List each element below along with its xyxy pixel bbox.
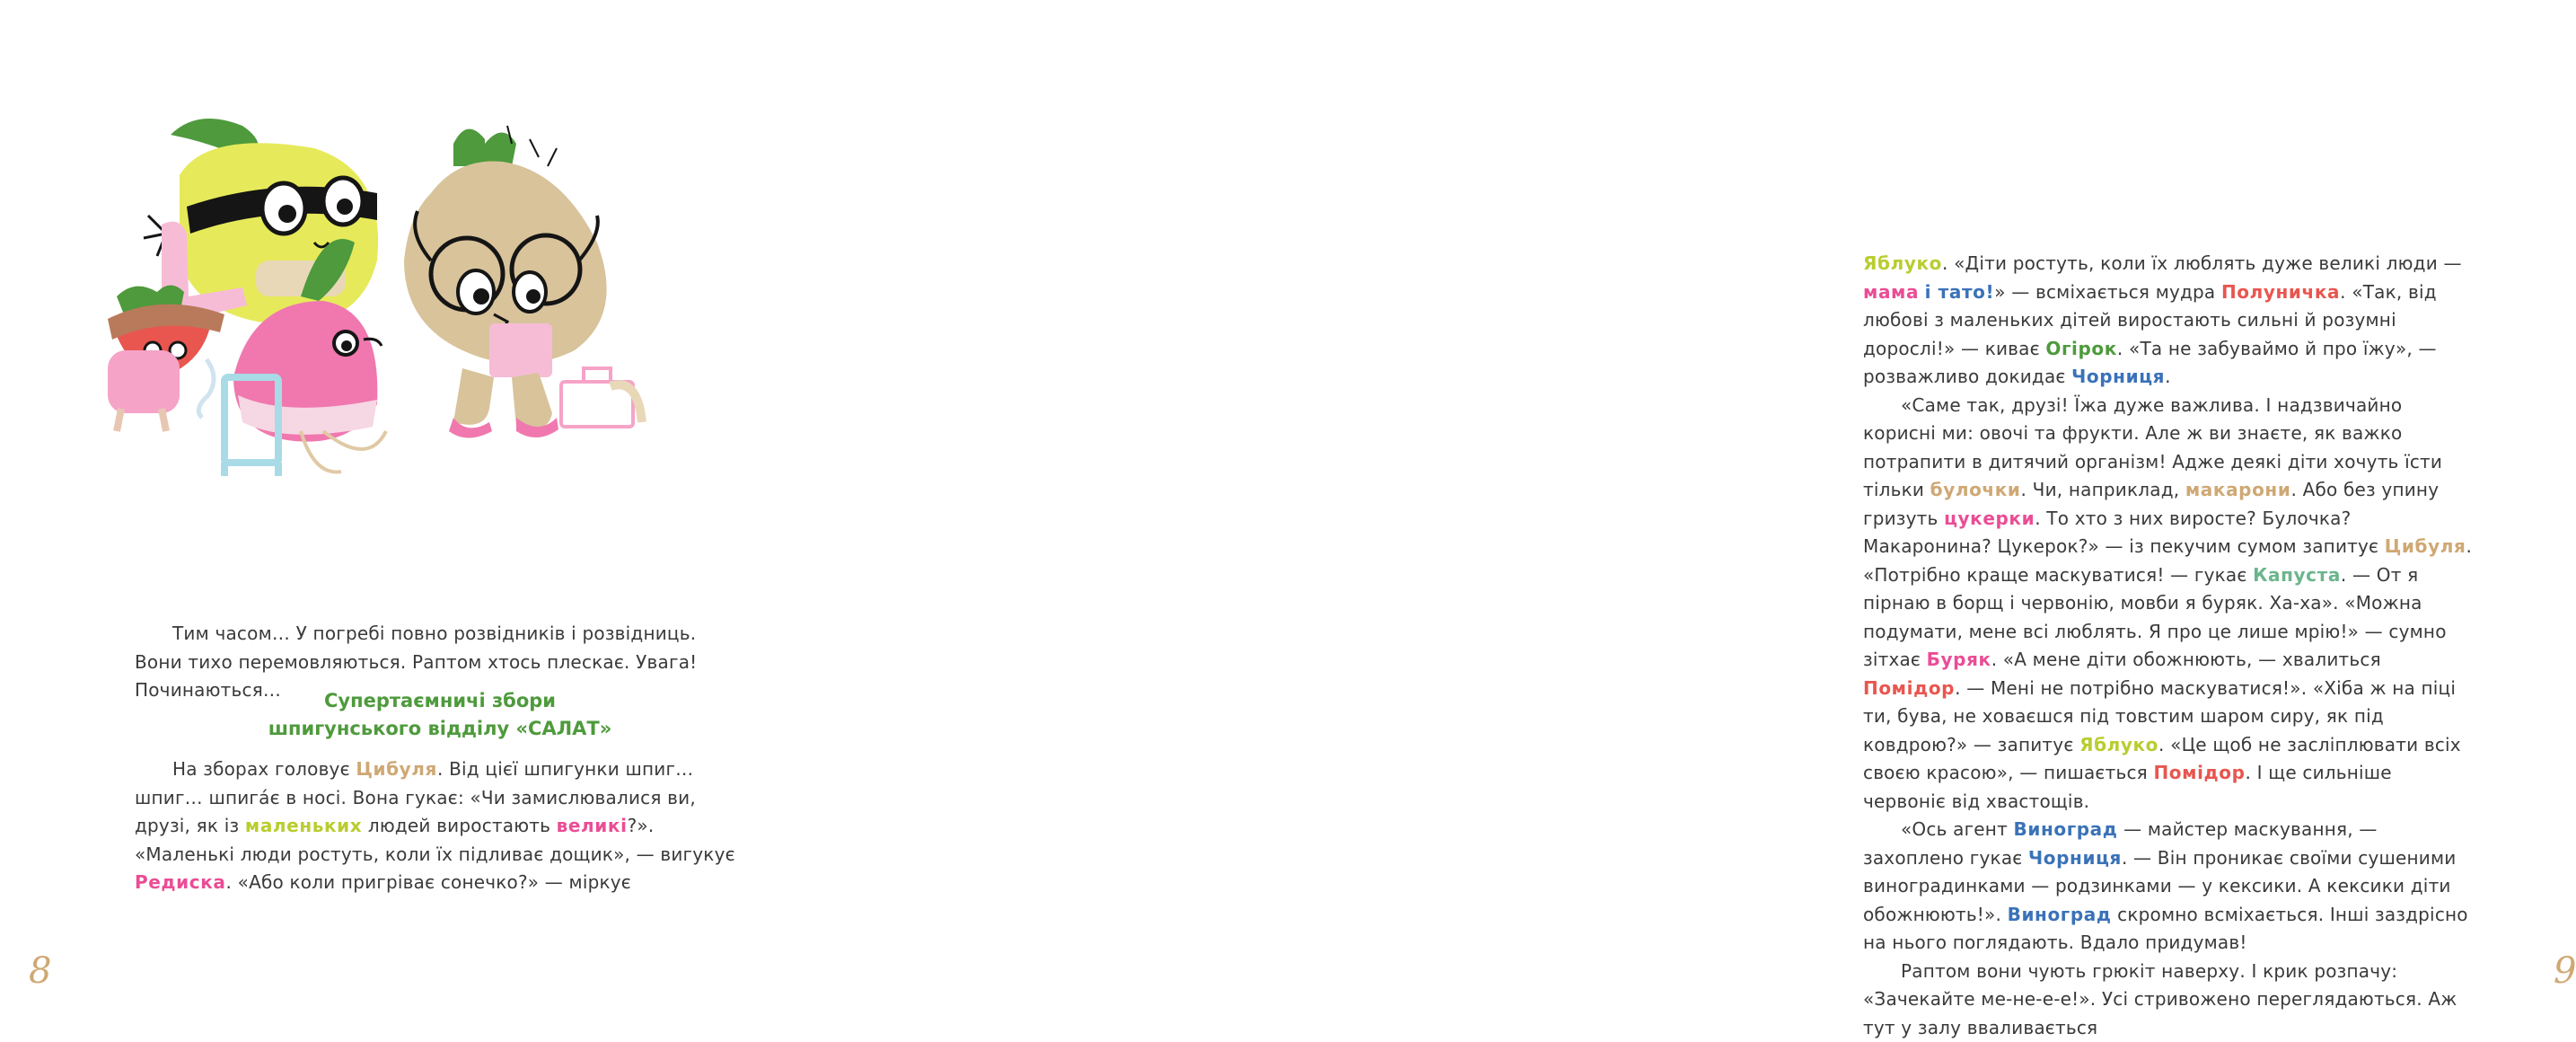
- paragraph: [1863, 958, 2474, 1042]
- character-name: мама: [1863, 281, 1919, 303]
- text-run: . Чи, наприклад,: [2021, 479, 2185, 500]
- text-run: . — Мені не потрібно маскуватися!». «Хіба ж на піці ти, бува, не ховаєшся під товстим шаром сиру, як під ковдрою?» — запитує: [1863, 677, 2456, 755]
- character-name: Капуста: [2253, 564, 2341, 586]
- paragraph: [1863, 816, 2474, 958]
- vegetable-spies-illustration: [108, 108, 790, 593]
- text-run: людей виростають: [362, 815, 556, 836]
- text-run: На зборах головує: [172, 758, 356, 780]
- right-page: [862, 0, 1724, 1010]
- character-name: Буряк: [1927, 649, 1991, 670]
- character-name: Виноград: [2008, 904, 2112, 925]
- right-body-text: [1863, 250, 2474, 1042]
- character-name: Помідор: [1863, 677, 1955, 699]
- section-heading-line2: шпигунського відділу «САЛАТ»: [135, 715, 745, 743]
- text-run: . Від цієї шпигунки шпиг… шпиг… шпигáє в носі. Вона гукає: «Чи замислювалися ви, друзі, як із: [135, 758, 696, 836]
- character-name: Цибуля: [356, 758, 437, 780]
- text-run: — майстер маскування, — захоплено гукає: [1863, 818, 2378, 869]
- paragraph: [135, 755, 745, 897]
- character-name: великі: [557, 815, 628, 836]
- page-number: 9: [2554, 950, 2576, 992]
- character-name: макарони: [2185, 479, 2291, 500]
- text-run: «Ось агент: [1901, 818, 2013, 840]
- text-run: скромно всміхається. Інші заздрісно на нього поглядають. Вдало придумав!: [1863, 904, 2468, 954]
- character-name: і тато!: [1925, 281, 1995, 303]
- character-name: булочки: [1930, 479, 2021, 500]
- text-run: «Саме так, друзі! Їжа дуже важлива. І надзвичайно корисні ми: овочі та фрукти. Але ж ви знаєте, як важко потрапити в дитячий організм! Адже деякі діти хочуть їсти тільки: [1863, 394, 2442, 501]
- text-run: . «Так, від любові з маленьких дітей виростають сильні й розумні дорослі!» — киває: [1863, 281, 2437, 359]
- character-name: Огірок: [2045, 338, 2117, 359]
- character-name: Яблуко: [1863, 252, 1942, 274]
- text-run: . — От я пірнаю в борщ і червонію, мовби я буряк. Ха-ха». «Можна подумати, мене всі люблять. Я про це лише мрію!» — сумно зітхає: [1863, 564, 2447, 671]
- character-name: маленьких: [245, 815, 362, 836]
- briefcase: [561, 368, 642, 427]
- character-name: Яблуко: [2079, 734, 2158, 755]
- text-run: . «А мене діти обожнюють, — хвалиться: [1991, 649, 2381, 670]
- character-name: Помідор: [2153, 762, 2245, 783]
- text-run: Раптом вони чують грюкіт наверху. І крик розпачу: «Зачекайте ме-не-е-е!». Усі стривожено переглядаються. Аж тут у залу вваливається: [1863, 960, 2457, 1038]
- character-name: цукерки: [1944, 508, 2035, 529]
- text-run: .: [2165, 366, 2171, 387]
- section-heading-line1: Супертаємничі збори: [135, 687, 745, 715]
- character-name: Чорниця: [2028, 847, 2122, 869]
- text-run: » — всміхається мудра: [1994, 281, 2221, 303]
- character-name: Виноград: [2013, 818, 2117, 840]
- text-run: . «Та не забуваймо й про їжу», — розважливо докидає: [1863, 338, 2437, 388]
- text-run: . «Це щоб не засліплювати всіх своєю красою», — пишається: [1863, 734, 2461, 784]
- text-run: . «Потрібно краще маскуватися! — гукає: [1863, 535, 2472, 586]
- intro-paragraph: Тим часом… У погребі повно розвідників і розвідниць. Вони тихо перемовляються. Раптом хтось плескає. Увага! Починаються…: [135, 620, 745, 705]
- left-body-text: [135, 755, 745, 897]
- onion-character: [404, 126, 607, 438]
- text-run: . Або без упину гризуть: [1863, 479, 2439, 529]
- text-run: . «Діти ростуть, коли їх люблять дуже великі люди —: [1942, 252, 2462, 274]
- paragraph: [1863, 392, 2474, 817]
- text-run: ?». «Маленькі люди ростуть, коли їх підливає дощик», — вигукує: [135, 815, 735, 865]
- text-run: . — Він проникає своїми сушеними виноградинками — родзинками — у кексики. А кексики діти обожнюють!».: [1863, 847, 2457, 925]
- text-run: . То хто з них виросте? Булочка? Макаронина? Цукерок?» — із пекучим сумом запитує: [1863, 508, 2385, 558]
- paragraph: [1863, 250, 2474, 392]
- left-page: [0, 0, 862, 1010]
- character-name: Чорниця: [2071, 366, 2165, 387]
- character-name: Цибуля: [2385, 535, 2466, 557]
- character-name: Редиска: [135, 871, 226, 893]
- text-run: . І ще сильніше червоніє від хвастощів.: [1863, 762, 2392, 812]
- page-number: 8: [29, 950, 51, 992]
- text-run: . «Або коли пригріває сонечко?» — міркує: [226, 871, 631, 893]
- character-name: Полуничка: [2221, 281, 2340, 303]
- section-heading: [135, 687, 745, 743]
